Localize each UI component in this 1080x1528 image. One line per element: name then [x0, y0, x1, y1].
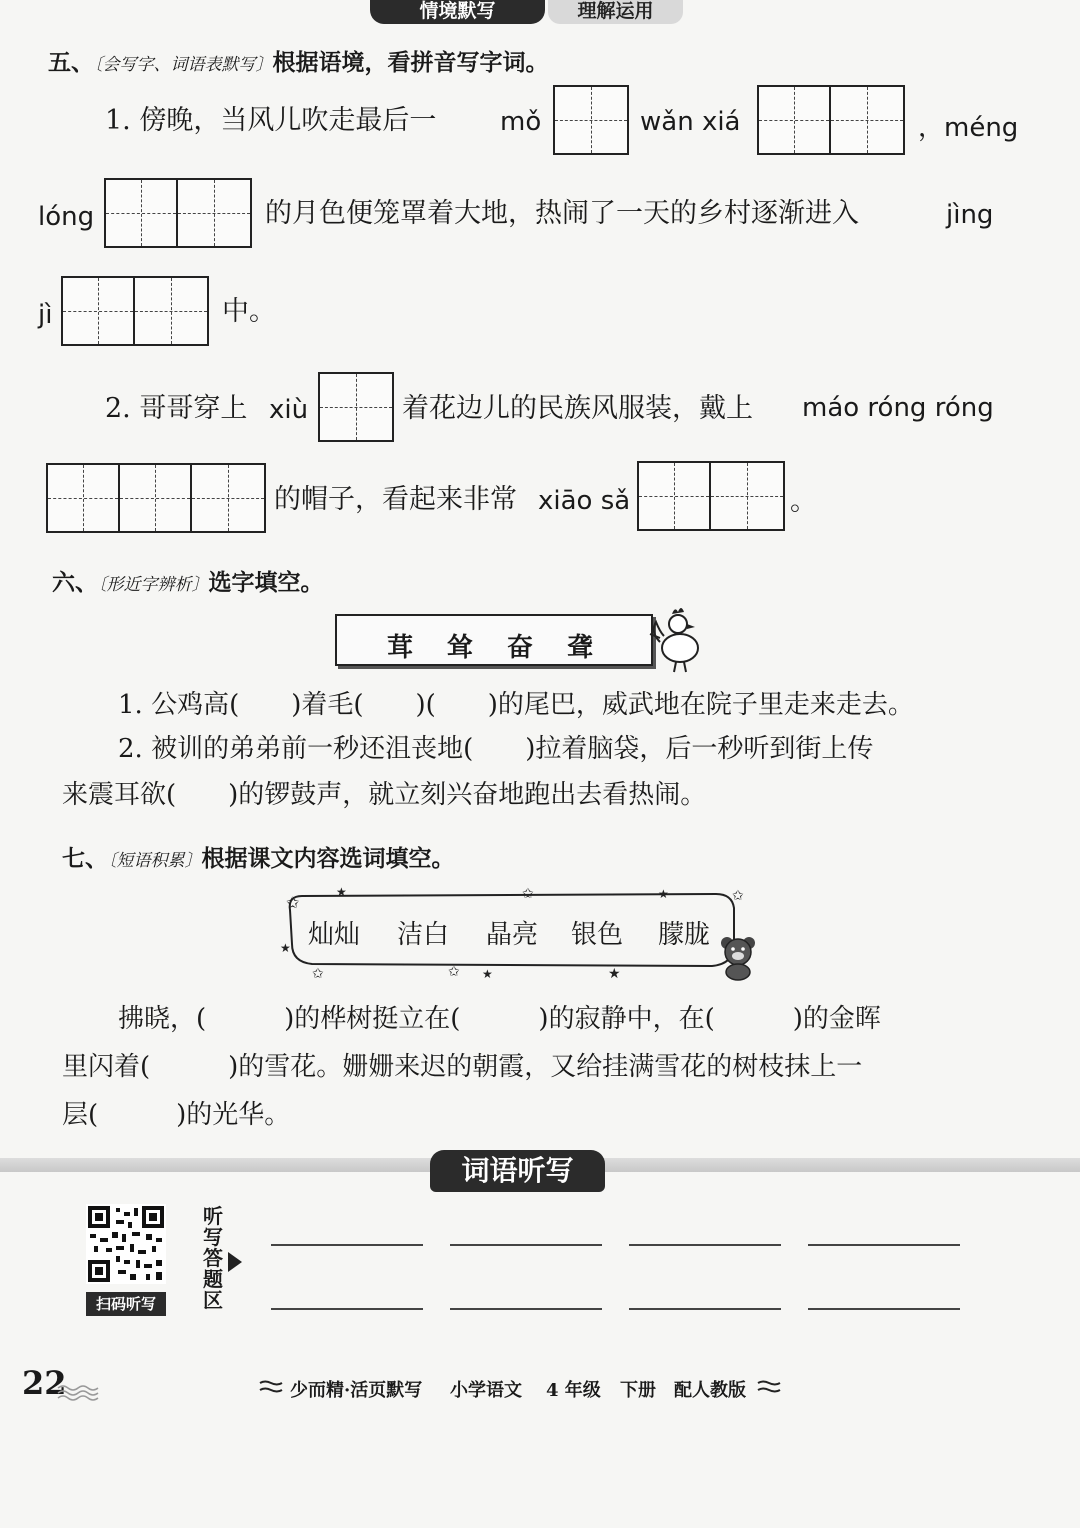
s5-q1-pinyin-jing: jìng	[946, 200, 994, 230]
char-choice: 聋	[567, 633, 594, 663]
qr-label: 扫码听写	[86, 1292, 166, 1316]
answer-grid[interactable]	[553, 85, 629, 155]
s5-q2-text2: 着花边儿的民族风服装，戴上	[402, 393, 753, 424]
svg-text:✩: ✩	[448, 964, 460, 980]
section6-heading: 六、〔形近字辨析〕选字填空。	[52, 570, 324, 596]
word-choice: 洁白	[397, 920, 450, 950]
word-bank-box	[280, 885, 750, 982]
svg-text:✩: ✩	[286, 893, 300, 912]
s5-q2-pinyin-maorongrong: máo róng róng	[802, 393, 994, 423]
svg-text:★: ★	[482, 967, 493, 981]
dictation-answer-line[interactable]	[271, 1244, 423, 1246]
s6-q1: 1. 公鸡高( )着毛( )( )的尾巴，威武地在院子里走来走去。	[118, 690, 914, 720]
s6-q2-line1: 2. 被训的弟弟前一秒还沮丧地( )拉着脑袋，后一秒听到街上传	[118, 734, 874, 764]
section5-heading: 五、〔会写字、词语表默写〕根据语境，看拼音写字词。	[48, 50, 549, 76]
footer-subject: 小学语文	[450, 1380, 522, 1401]
char-choice-box	[335, 614, 653, 666]
s5-q1-text2: 的月色便笼罩着大地，热闹了一天的乡村逐渐进入	[265, 198, 859, 229]
answer-grid[interactable]	[104, 178, 252, 248]
word-choice: 晶亮	[486, 920, 539, 950]
section7-heading: 七、〔短语积累〕根据课文内容选词填空。	[62, 846, 455, 872]
s5-q1-text3: 中。	[222, 296, 276, 327]
tab-understanding: 理解运用	[548, 0, 683, 24]
answer-grid[interactable]	[46, 463, 266, 533]
s5-q1-pinyin-ji: jì	[38, 300, 53, 330]
svg-text:★: ★	[658, 887, 669, 901]
qr-code-icon[interactable]	[86, 1204, 166, 1284]
top-tab-bar	[370, 0, 685, 26]
answer-grid[interactable]	[757, 85, 905, 155]
s5-q2-pinyin-xiaosa: xiāo sǎ	[538, 486, 631, 516]
word-choice: 灿灿	[308, 920, 361, 950]
tab-context-dictation: 情境默写	[370, 0, 545, 24]
s5-q2-text1: 2. 哥哥穿上	[105, 393, 248, 424]
s5-q2-text3: 的帽子，看起来非常	[274, 484, 517, 515]
dictation-answer-line[interactable]	[808, 1308, 960, 1310]
s5-q1-pinyin-meng: ，méng	[918, 113, 1019, 143]
s7-line3: 层( )的光华。	[62, 1100, 291, 1130]
answer-grid[interactable]	[61, 276, 209, 346]
char-choice: 耸	[447, 633, 474, 663]
dictation-answer-line[interactable]	[450, 1244, 602, 1246]
svg-text:✩: ✩	[522, 886, 534, 902]
s5-q1-pinyin-wanxia: wǎn xiá	[640, 107, 741, 137]
svg-text:★: ★	[608, 966, 621, 982]
s7-line2: 里闪着( )的雪花。姗姗来迟的朝霞，又给挂满雪花的树枝抹上一	[62, 1052, 863, 1082]
dictation-side-label: 听写答题区	[203, 1204, 223, 1312]
svg-text:★: ★	[280, 941, 291, 955]
word-choice: 银色	[571, 920, 624, 950]
bear-icon	[718, 934, 758, 980]
char-choice: 茸	[387, 633, 414, 663]
footer-book-title: 少而精·活页默写	[290, 1380, 423, 1401]
dictation-answer-line[interactable]	[629, 1244, 781, 1246]
page-number: 22	[22, 1364, 67, 1402]
arrow-right-icon	[228, 1252, 242, 1272]
s5-q1-text1: 1. 傍晚，当风儿吹走最后一	[105, 105, 437, 136]
dictation-answer-line[interactable]	[271, 1308, 423, 1310]
answer-grid[interactable]	[318, 372, 394, 442]
dictation-answer-line[interactable]	[629, 1308, 781, 1310]
s7-line1: 拂晓，( )的桦树挺立在( )的寂静中，在( )的金晖	[118, 1004, 881, 1034]
s5-q2-pinyin-xiu: xiù	[269, 395, 309, 425]
s5-q2-text4: 。	[790, 486, 817, 517]
answer-grid[interactable]	[637, 461, 785, 531]
s6-q2-line2: 来震耳欲( )的锣鼓声，就立刻兴奋地跑出去看热闹。	[62, 780, 707, 810]
word-choice: 朦胧	[658, 920, 711, 950]
dictation-answer-line[interactable]	[450, 1308, 602, 1310]
svg-text:✩: ✩	[312, 966, 324, 982]
footer-volume: 下册	[620, 1380, 656, 1401]
dictation-banner: 词语听写	[430, 1150, 605, 1192]
svg-text:★: ★	[336, 885, 347, 899]
wave-decoration-icon	[58, 1384, 102, 1400]
svg-text:✩: ✩	[732, 888, 744, 904]
footer-grade: 4 年级	[546, 1380, 601, 1401]
wave-right-icon	[758, 1380, 780, 1394]
s5-q1-pinyin-long: lóng	[38, 202, 95, 232]
s5-q1-pinyin-mo: mǒ	[500, 107, 542, 137]
footer-edition: 配人教版	[674, 1380, 746, 1401]
char-choice: 奋	[507, 633, 534, 663]
dictation-answer-line[interactable]	[808, 1244, 960, 1246]
wave-left-icon	[260, 1380, 282, 1394]
rooster-icon	[648, 602, 708, 674]
